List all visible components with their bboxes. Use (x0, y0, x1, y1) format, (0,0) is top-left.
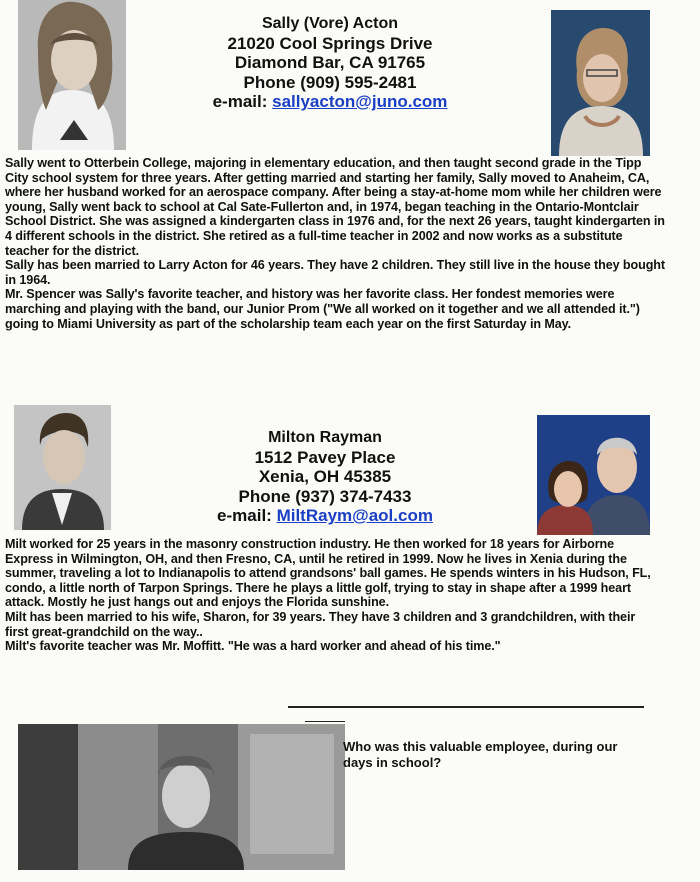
milton-city: Xenia, OH 45385 (258, 467, 392, 486)
mystery-employee-photo (18, 724, 345, 870)
milton-email-line (195, 506, 455, 526)
mystery-question: Who was this valuable employee, during our days in school? (343, 739, 618, 770)
sally-contact-block (200, 14, 460, 112)
milton-bio (5, 537, 655, 654)
milton-contact-block (195, 428, 455, 526)
sally-bio-paragraph: Mr. Spencer was Sally's favorite teacher, and history was her favorite class. Her fondest memories were marching and playing with the band, our Junior Prom ("We all worked on it together and we all attended it.") going to Miami University as part of the scholarship team each year on the first Saturday in May. (5, 287, 640, 331)
sally-email-link[interactable]: sallyacton@juno.com (272, 92, 448, 111)
sally-email-label: e-mail: (212, 92, 268, 111)
milton-current-photo (537, 415, 650, 535)
milton-name: Milton Rayman (268, 429, 382, 446)
milton-bio-paragraph: Milt's favorite teacher was Mr. Moffitt. "He was a hard worker and ahead of his time." (5, 639, 501, 654)
milton-bio-paragraph: Milt worked for 25 years in the masonry construction industry. He then worked for 18 years for Airborne Express in Wilmington, OH, and then Fresno, CA, until he retired in 1999. Now he lives in Xenia during the summer, traveling a lot to Indianapolis to attend grandsons' ball games. He spends winters in his Hudson, FL, condo, a little north of Tarpon Springs. There he plays a little golf, trying to stay in shape after a 1999 heart attack. Mostly he just hangs out and enjoys the Florida sunshine. (5, 537, 651, 610)
photo-top-rule (305, 721, 345, 722)
sally-bio-paragraph: Sally went to Otterbein College, majoring in elementary education, and then taught second grade in the Tipp City school system for three years. After getting married and starting her family, Sally moved to Anaheim, CA, where her husband worked for an aerospace company. After being a stay-at-home mom while her children were young, Sally went back to school at Cal Sate-Fullerton and, in 1974, began teaching in the Ontario-Montclair School District. She was assigned a kindergarten class in 1976 and, for the next 26 years, taught kindergarten in 4 different schools in the district. She retired as a full-time teacher in 2002 and now works as a substitute teacher for the district. (5, 156, 665, 258)
sally-email-line (200, 92, 460, 112)
milton-email-label: e-mail: (217, 506, 272, 525)
milton-email-link[interactable]: MiltRaym@aol.com (276, 506, 433, 525)
sally-address: 21020 Cool Springs Drive (227, 33, 433, 53)
sally-phone: Phone (909) 595-2481 (243, 72, 417, 92)
sally-current-photo (551, 10, 650, 156)
milton-address: 1512 Pavey Place (254, 447, 396, 467)
milton-phone: Phone (937) 374-7433 (238, 486, 412, 506)
sally-bio-paragraph: Sally has been married to Larry Acton for 46 years. They have 2 children. They still live in the house they bought in 1964. (5, 258, 665, 287)
sally-bio (5, 156, 665, 331)
sally-name: Sally (Vore) Acton (261, 15, 399, 32)
sally-city: Diamond Bar, CA 91765 (234, 53, 426, 72)
section-divider (288, 706, 644, 708)
milton-bio-paragraph: Milt has been married to his wife, Sharon, for 39 years. They have 3 children and 3 grandchildren, with their first great-grandchild on the way.. (5, 609, 636, 639)
sally-yearbook-photo (18, 0, 126, 150)
milton-yearbook-photo (14, 405, 111, 530)
